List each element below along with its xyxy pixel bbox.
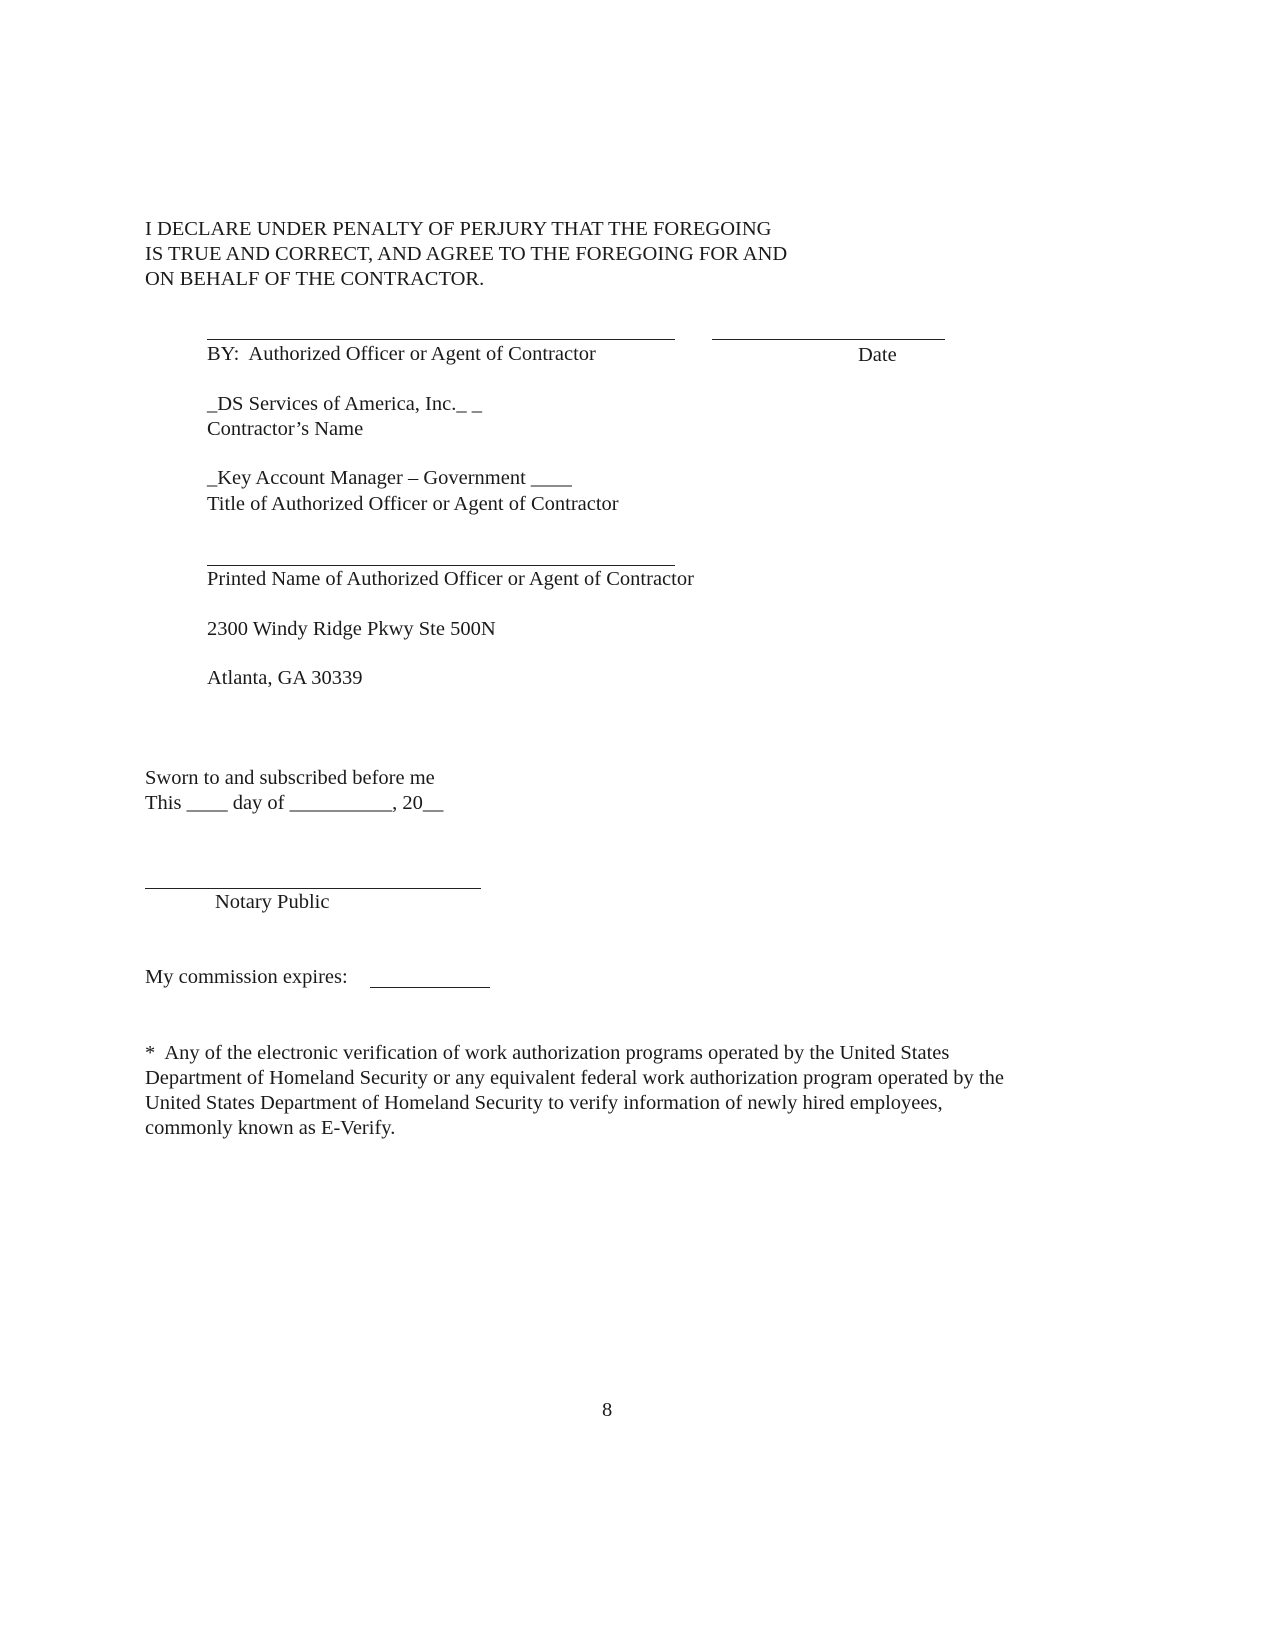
commission-label: My commission expires:	[145, 966, 348, 988]
footnote-line: commonly known as E-Verify.	[145, 1117, 396, 1139]
by-label: BY: Authorized Officer or Agent of Contractor	[207, 343, 596, 365]
printed-name-label: Printed Name of Authorized Officer or Agent of Contractor	[207, 568, 694, 590]
declaration-line: ON BEHALF OF THE CONTRACTOR.	[145, 268, 485, 290]
declaration-line: I DECLARE UNDER PENALTY OF PERJURY THAT THE FOREGOING	[145, 218, 772, 240]
page-number: 8	[602, 1399, 613, 1421]
title-label: Title of Authorized Officer or Agent of Contractor	[207, 493, 619, 515]
commission-date-line	[370, 987, 490, 988]
contractor-name-value: _DS Services of America, Inc._ _	[207, 393, 482, 415]
signature-line	[207, 339, 675, 340]
date-label: Date	[858, 344, 897, 366]
address-line-1: 2300 Windy Ridge Pkwy Ste 500N	[207, 618, 496, 640]
footnote-line: United States Department of Homeland Security to verify information of newly hired employees,	[145, 1092, 943, 1114]
declaration-line: IS TRUE AND CORRECT, AND AGREE TO THE FOREGOING FOR AND	[145, 243, 788, 265]
title-value: _Key Account Manager – Government ____	[207, 467, 572, 489]
address-line-2: Atlanta, GA 30339	[207, 667, 363, 689]
date-line	[712, 339, 945, 340]
printed-name-line	[207, 565, 675, 566]
footnote-line: Department of Homeland Security or any equivalent federal work authorization program operated by the	[145, 1067, 1004, 1089]
notary-signature-line	[145, 888, 481, 889]
sworn-line-2: This ____ day of __________, 20__	[145, 792, 444, 814]
sworn-line-1: Sworn to and subscribed before me	[145, 767, 435, 789]
footnote-line: * Any of the electronic verification of work authorization programs operated by the United States	[145, 1042, 950, 1064]
contractor-name-label: Contractor’s Name	[207, 418, 364, 440]
notary-label: Notary Public	[215, 891, 330, 913]
